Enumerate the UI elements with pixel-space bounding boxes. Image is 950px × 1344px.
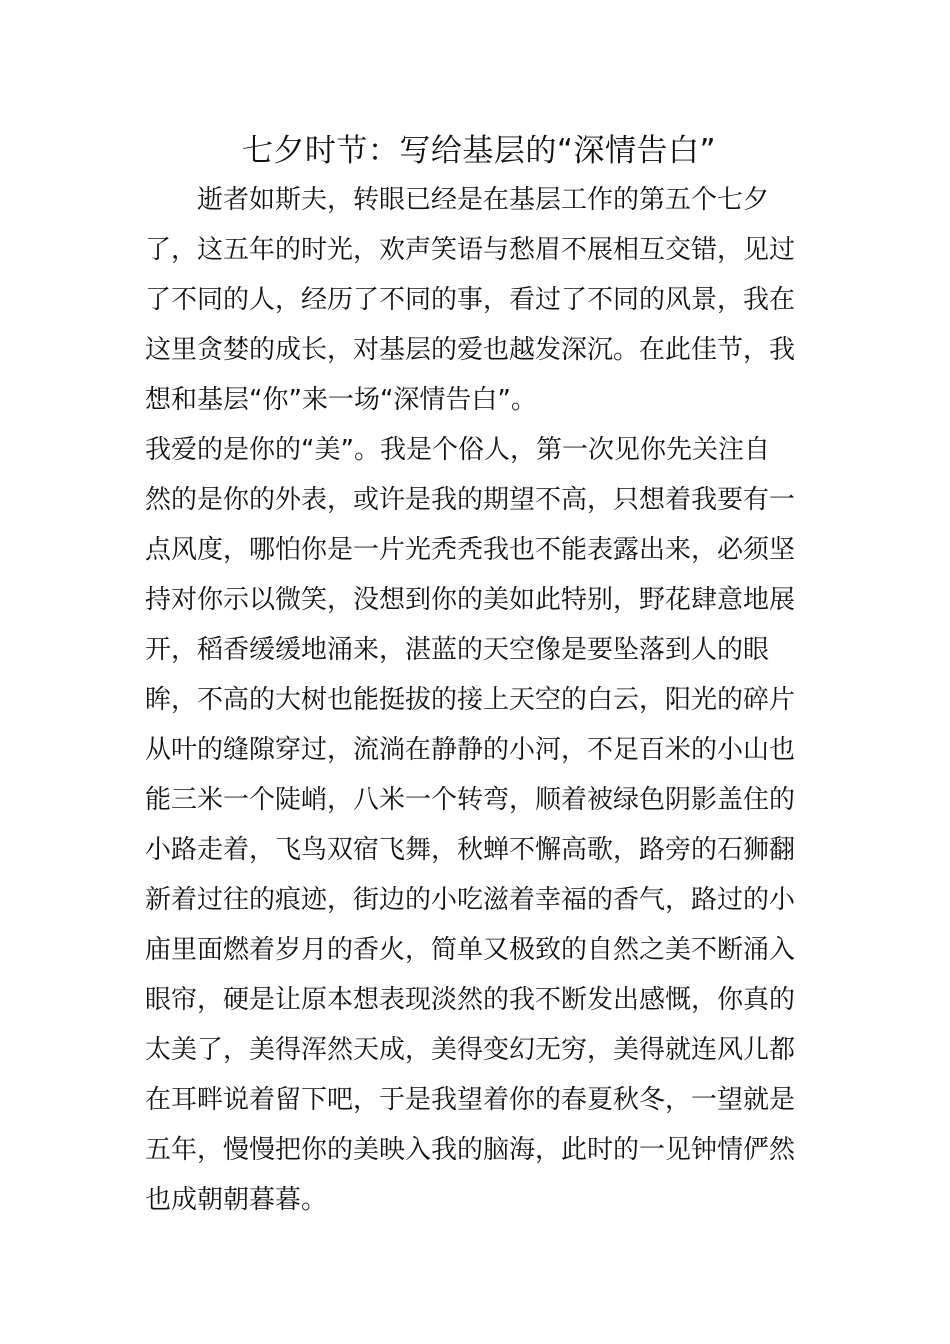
paragraph-2-line: 小路走着，飞鸟双宿飞舞，秋蝉不懈高歌，路旁的石狮翻 <box>145 835 796 865</box>
paragraph-2-line: 也成朝朝暮暮。 <box>145 1185 328 1215</box>
paragraph-2-line: 持对你示以微笑，没想到你的美如此特别，野花肆意地展 <box>145 585 796 615</box>
paragraph-1-line: 逝者如斯夫，转眼已经是在基层工作的第五个七夕 <box>145 185 770 215</box>
paragraph-1-line: 了，这五年的时光，欢声笑语与愁眉不展相互交错，见过 <box>145 235 796 265</box>
paragraph-2-line: 在耳畔说着留下吧，于是我望着你的春夏秋冬，一望就是 <box>145 1085 796 1115</box>
paragraph-2-line: 开，稻香缓缓地涌来，湛蓝的天空像是要坠落到人的眼 <box>145 635 770 665</box>
paragraph-2-line: 太美了，美得浑然天成，美得变幻无穷，美得就连风儿都 <box>145 1035 796 1065</box>
paragraph-2-line: 然的是你的外表，或许是我的期望不高，只想着我要有一 <box>145 485 796 515</box>
paragraph-2-line: 我爱的是你的“美”。我是个俗人，第一次见你先关注自 <box>145 435 770 465</box>
paragraph-1-line: 想和基层“你”来一场“深情告白”。 <box>145 385 537 415</box>
document-title: 七夕时节：写给基层的“深情告白” <box>241 133 717 169</box>
paragraph-2-line: 能三米一个陡峭，八米一个转弯，顺着被绿色阴影盖住的 <box>145 785 796 815</box>
paragraph-2-line: 眼帘，硬是让原本想表现淡然的我不断发出感慨，你真的 <box>145 985 796 1015</box>
paragraph-2-line: 眸，不高的大树也能挺拔的接上天空的白云，阳光的碎片 <box>145 685 796 715</box>
paragraph-2-line: 点风度，哪怕你是一片光秃秃我也不能表露出来，必须坚 <box>145 535 796 565</box>
paragraph-2-line: 五年，慢慢把你的美映入我的脑海，此时的一见钟情俨然 <box>145 1135 796 1165</box>
paragraph-2-line: 新着过往的痕迹，街边的小吃滋着幸福的香气，路过的小 <box>145 885 796 915</box>
paragraph-1-line: 了不同的人，经历了不同的事，看过了不同的风景，我在 <box>145 285 796 315</box>
paragraph-1-line: 这里贪婪的成长，对基层的爱也越发深沉。在此佳节，我 <box>145 335 796 365</box>
paragraph-2-line: 庙里面燃着岁月的香火，简单又极致的自然之美不断涌入 <box>145 935 796 965</box>
paragraph-2-line: 从叶的缝隙穿过，流淌在静静的小河，不足百米的小山也 <box>145 735 796 765</box>
